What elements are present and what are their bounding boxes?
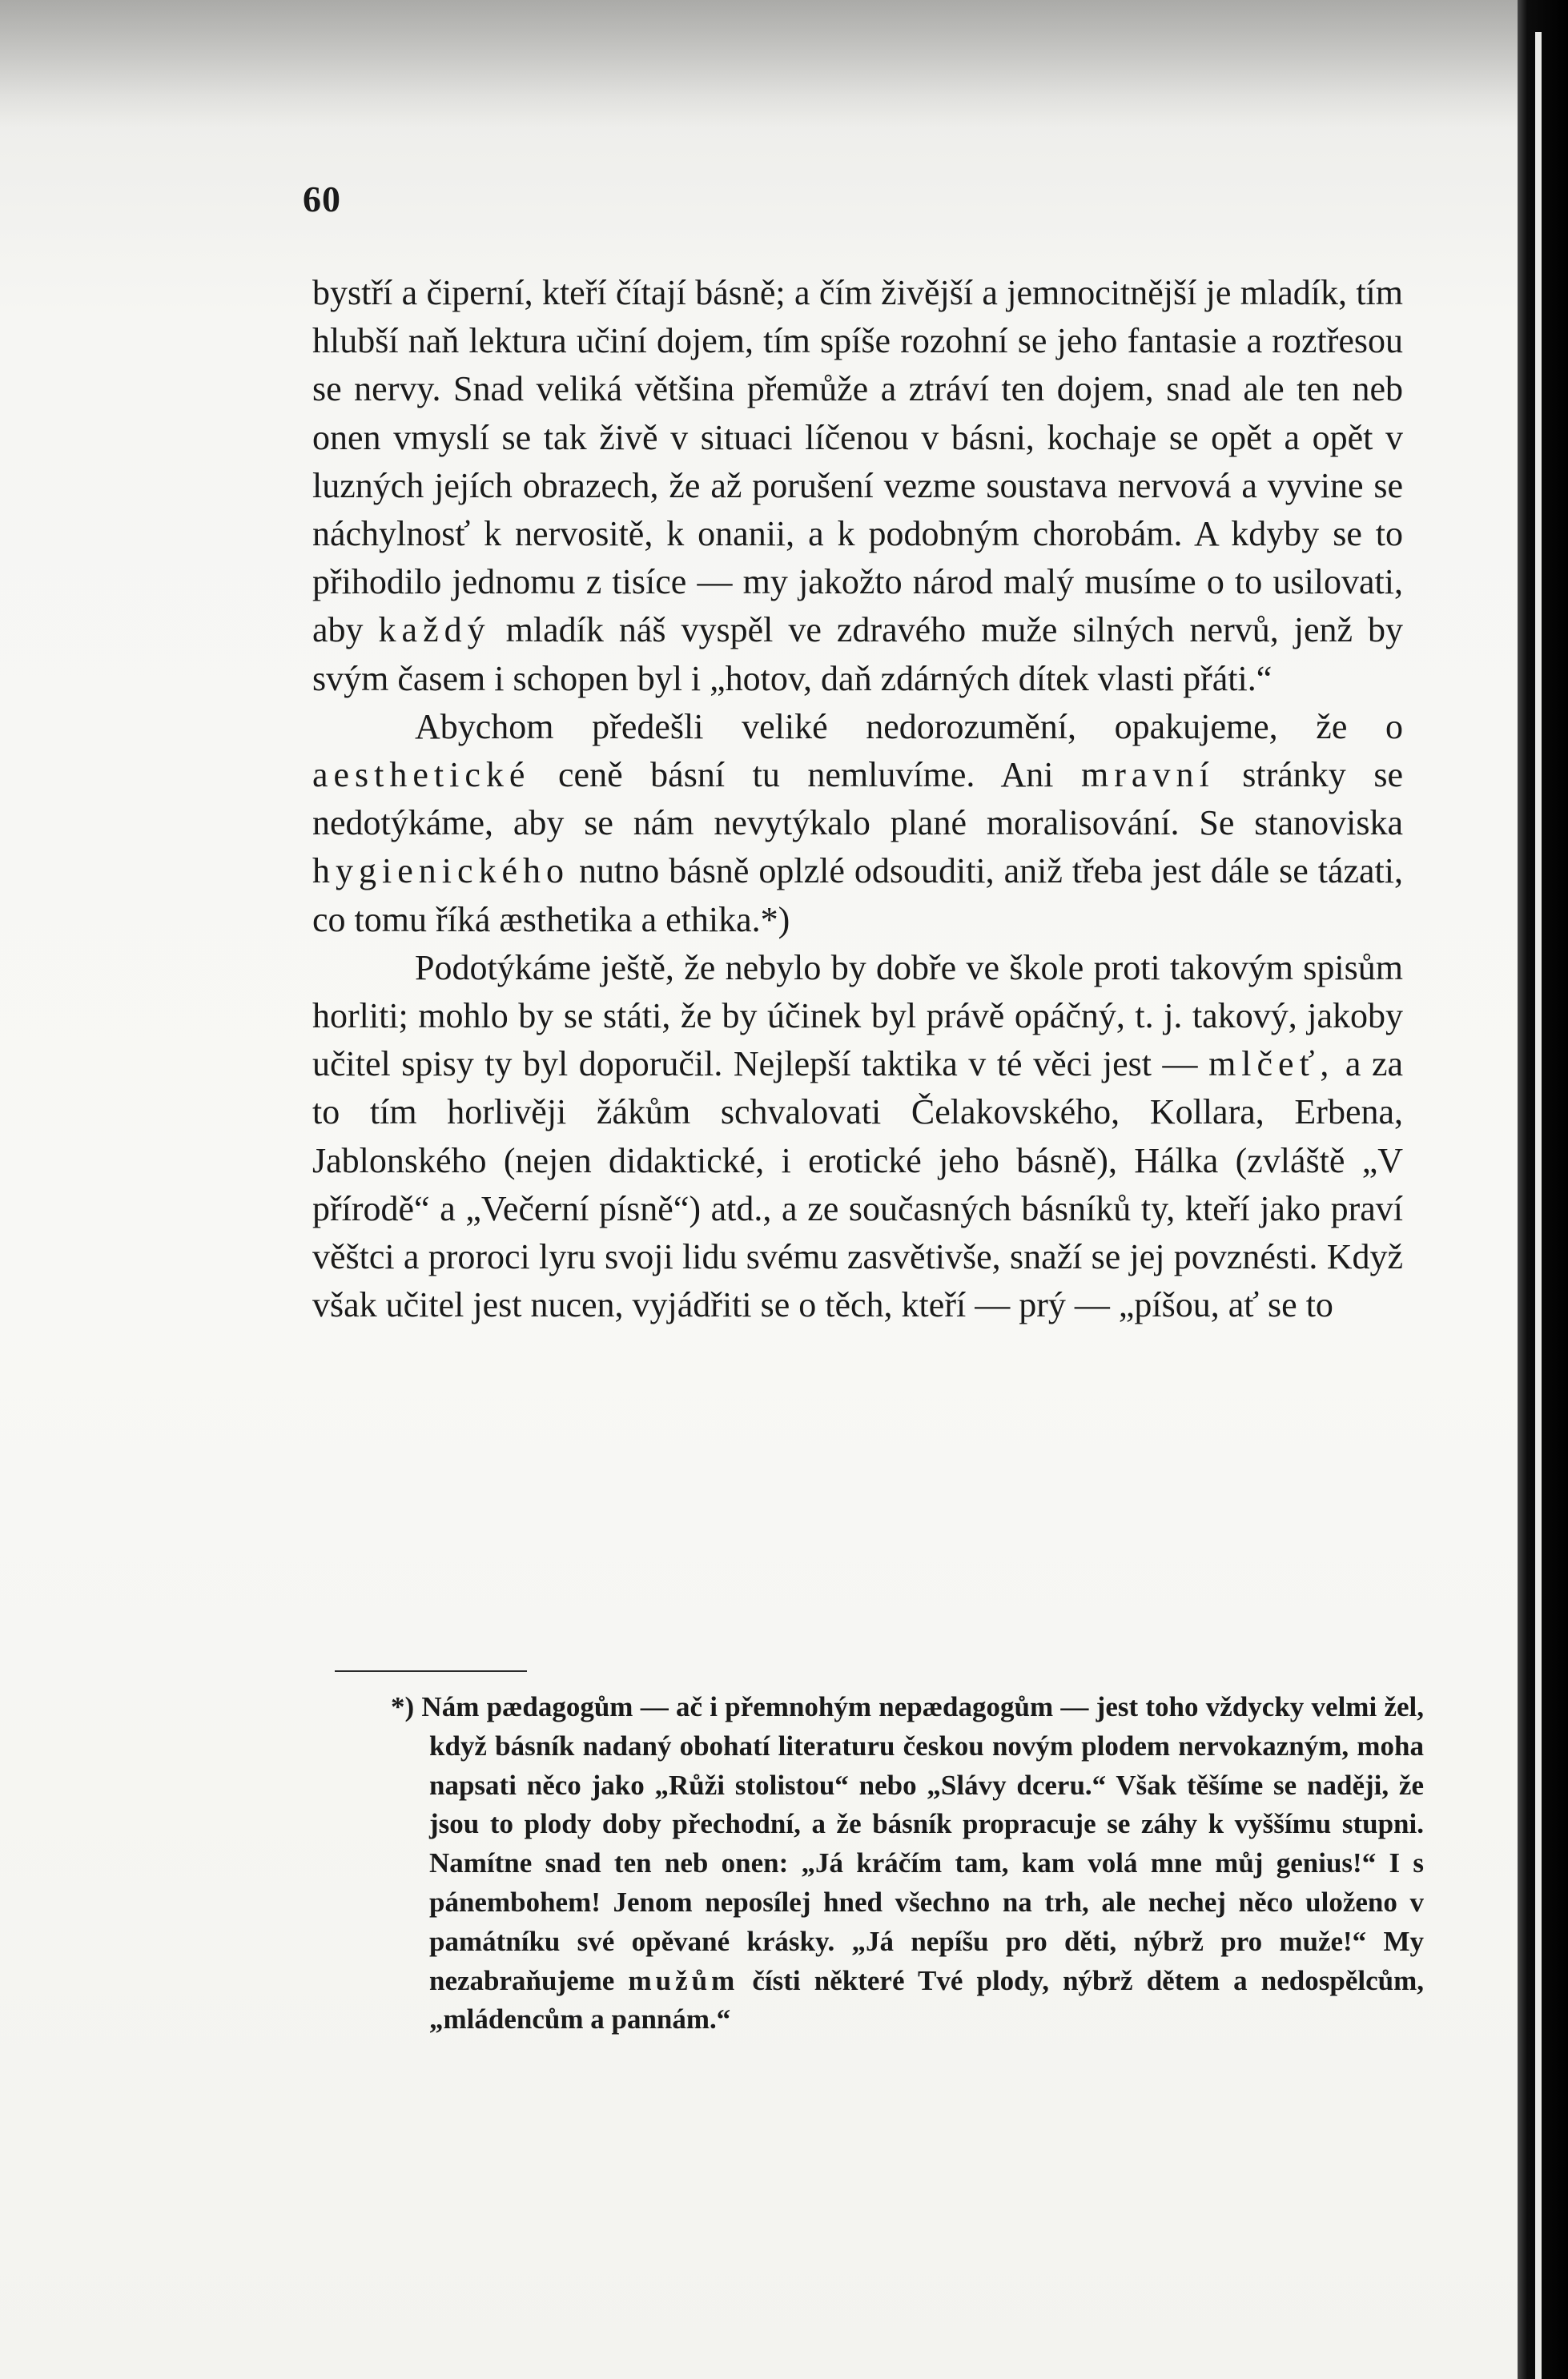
paragraph-1 xyxy=(312,269,1403,703)
paragraph-2-spaced-word-3: hygienického xyxy=(312,851,570,891)
paragraph-2-part-c: stránky se nedotýkáme, aby se nám nevytýkalo plané moralisování. Se stanoviska xyxy=(312,755,1403,843)
paragraph-3-part-a: Podotýkáme ještě, že nebylo by dobře ve škole proti takovým spisům horliti; mohlo by se státi, že by účinek byl právě opáčný, t. j. takový, jakoby učitel spisy ty byl doporučil. Nejlepší taktika v té věci jest — xyxy=(312,947,1403,1084)
main-text xyxy=(312,269,1403,1329)
footnote-spaced-word: mužům xyxy=(628,1964,739,1996)
footnote-part-a: *) Nám pædagogům — ač i přemnohým nepædagogům — jest toho vždycky velmi žel, když básník nadaný obohatí literaturu českou novým plodem nervokazným, moha napsati něco jako „Růži stolistou“ nebo „Slávy dceru.“ Však těšíme se naději, že jsou to plody doby přechodní, a že básník propracuje se záhy k vyššímu stupni. Namítne snad ten neb onen: „Já kráčím tam, kam volá mne můj genius!“ I s pánembohem! Jenom neposílej hned všechno na trh, ale nechej něco uloženo v památníku své opěvané krásky. „Já nepíšu pro děti, nýbrž pro muže!“ My nezabraňujeme xyxy=(391,1691,1424,1996)
page-number: 60 xyxy=(303,179,341,219)
gutter-line xyxy=(1535,32,1542,2379)
paragraph-2-part-a: Abychom předešli veliké nedorozumění, opakujeme, že o xyxy=(415,706,1403,746)
paragraph-3-spaced-word: mlčeť, xyxy=(1208,1044,1335,1084)
paragraph-1-part-a: bystří a čiperní, kteří čítají básně; a čím živější a jemnocitnější je mladík, tím hlubší naň lektura učiní dojem, tím spíše rozohní se jeho fantasie a roztřesou se nervy. Snad veliká většina přemůže a ztráví ten dojem, snad ale ten neb onen vmyslí se tak živě v situaci líčenou v básni, kochaje se opět a opět v luzných jejích obrazech, že až porušení vezme soustava nervová a vyvine se náchylnosť k nervositě, k onanii, a k podobným chorobám. A kdyby se to přihodilo jednomu z tisíce — my jakožto národ malý musíme o to usilovati, aby xyxy=(312,273,1403,650)
page-edge-shadow xyxy=(1518,0,1568,2379)
paragraph-2-part-d: nutno básně oplzlé odsouditi, aniž třeba jest dále se tázati, co tomu říká æsthetika a ethika.*) xyxy=(312,851,1404,939)
paragraph-2 xyxy=(312,703,1403,944)
footnote-divider xyxy=(335,1670,527,1672)
paragraph-2-spaced-word-1: aesthetické xyxy=(312,755,531,795)
paragraph-1-part-b: mladík náš vyspěl ve zdravého muže silných nervů, jenž by svým časem i schopen byl i „hotov, daň zdárných dítek vlasti přáti.“ xyxy=(312,610,1404,698)
paragraph-3-part-b: a za to tím horlivěji žákům schvalovati Čelakovského, Kollara, Erbena, Jablonského (nejen didaktické, i erotické jeho básně), Hálka (zvláště „V přírodě“ a „Večerní písně“) atd., a ze současných básníků ty, kteří jako praví věštci a proroci lyru svoji lidu svému zasvětivše, snaží se jej povznésti. Když však učitel jest nucen, vyjádřiti se o těch, kteří — prý — „píšou, ať se to xyxy=(312,1044,1404,1325)
footnote-part-b: čísti některé Tvé plody, nýbrž dětem a nedospělcům, „mládencům a pannám.“ xyxy=(429,1964,1425,2035)
paragraph-2-part-b: ceně básní tu nemluvíme. Ani xyxy=(558,755,1054,795)
paragraph-1-spaced-word: každý xyxy=(378,610,491,650)
paragraph-3 xyxy=(312,944,1403,1330)
paragraph-2-spaced-word-2: mravní xyxy=(1081,755,1215,795)
footnote xyxy=(391,1688,1424,2039)
